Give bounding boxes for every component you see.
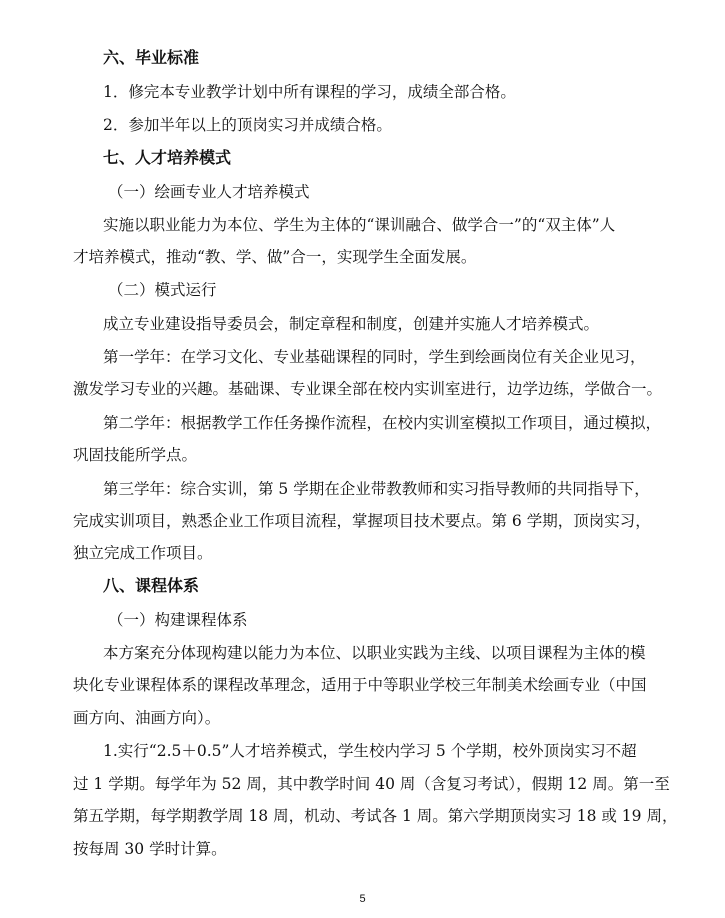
paragraph-line: 才培养模式，推动“教、学、做”合一，实现学生全面发展。 [73, 248, 477, 266]
paragraph-line: 第一学年：在学习文化、专业基础课程的同时，学生到绘画岗位有关企业见习， [103, 348, 646, 366]
paragraph-line: 画方向、油画方向）。 [73, 709, 221, 727]
paragraph-line: 过 1 学期。每学年为 52 周，其中教学时间 40 周（含复习考试），假期 12 周。第一至 [73, 775, 670, 793]
paragraph-line: 完成实训项目，熟悉企业工作项目流程，掌握项目技术要点。第 6 学期，顶岗实习， [73, 512, 651, 530]
paragraph-line: 巩固技能所学点。 [73, 446, 198, 464]
paragraph-line: 激发学习专业的兴趣。基础课、专业课全部在校内实训室进行，边学边练，学做合一。 [73, 380, 663, 398]
graduation-item-2: 2．参加半年以上的顶岗实习并成绩合格。 [103, 116, 392, 134]
paragraph-line: 独立完成工作项目。 [73, 544, 213, 562]
subheading-training-mode: （一）绘画专业人才培养模式 [108, 183, 310, 201]
graduation-item-1: 1．修完本专业教学计划中所有课程的学习，成绩全部合格。 [103, 83, 516, 101]
paragraph-line: 实施以职业能力为本位、学生为主体的“课训融合、做学合一”的“双主体”人 [103, 216, 616, 234]
paragraph-line: 第三学年：综合实训，第 5 学期在企业带教教师和实习指导教师的共同指导下， [103, 480, 650, 498]
paragraph-line: 本方案充分体现构建以能力为本位、以职业实践为主线、以项目课程为主体的模 [103, 644, 646, 662]
paragraph-line: 成立专业建设指导委员会，制定章程和制度，创建并实施人才培养模式。 [103, 315, 600, 333]
paragraph-line: 块化专业课程体系的课程改革理念，适用于中等职业学校三年制美术绘画专业（中国 [73, 676, 647, 694]
paragraph-line: 第二学年：根据教学工作任务操作流程，在校内实训室模拟工作项目，通过模拟， [103, 414, 662, 432]
page-number: 5 [359, 893, 366, 905]
paragraph-line: 第五学期，每学期教学周 18 周，机动、考试各 1 周。第六学期顶岗实习 18 或 19 周， [73, 807, 678, 825]
subheading-mode-operation: （二）模式运行 [108, 281, 217, 299]
section-6-heading: 六、毕业标准 [103, 48, 200, 67]
section-8-heading: 八、课程体系 [103, 576, 200, 595]
paragraph-line: 1.实行“2.5＋0.5”人才培养模式，学生校内学习 5 个学期，校外顶岗实习不超 [103, 742, 637, 760]
section-7-heading: 七、人才培养模式 [103, 148, 232, 167]
subheading-curriculum: （一）构建课程体系 [108, 611, 248, 629]
paragraph-line: 按每周 30 学时计算。 [73, 840, 227, 858]
